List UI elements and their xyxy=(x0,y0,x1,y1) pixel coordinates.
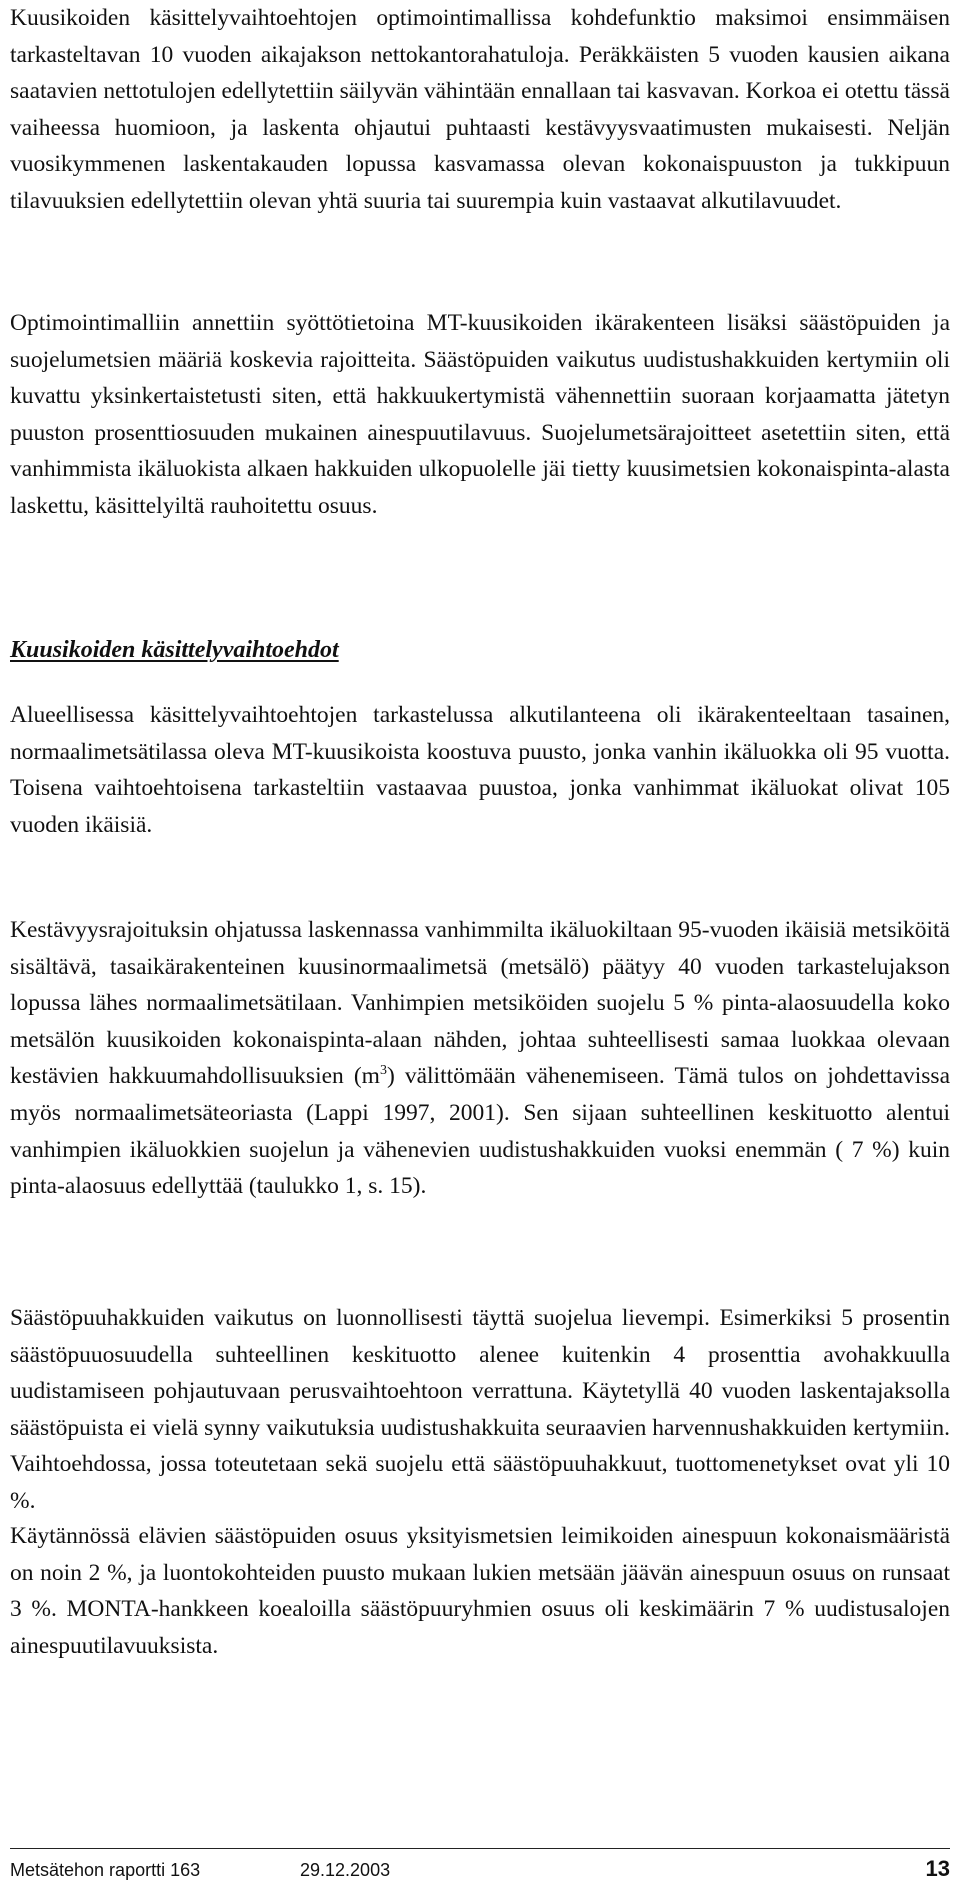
footer-report-title: Metsätehon raportti 163 xyxy=(10,1860,201,1880)
cubic-superscript: 3 xyxy=(379,1063,387,1079)
paragraph-6-text: Käytännössä elävien säästöpuiden osuus yksityismetsien leimikoiden ainespuun kokonaismääristä on noin 2 %, ja luontokohteiden puusto mukaan lukien metsään jäävän ainespuun osuus on runsaat 3 %. MONTA-hankkeen koealoilla säästöpuuryhmien osuus oli keskimäärin 7 % uudistusalojen ainespuutilavuuksista. xyxy=(10,1523,950,1659)
section-heading: Kuusikoiden käsittelyvaihtoehdot xyxy=(10,637,339,663)
footer-date: 29.12.2003 xyxy=(300,1860,391,1880)
paragraph-retention-trees xyxy=(10,1300,950,1520)
paragraph-initial-situation xyxy=(10,697,950,843)
paragraph-1-text: Kuusikoiden käsittelyvaihtoehtojen optimointimallissa kohdefunktio maksimoi ensimmäisen tarkasteltavan 10 vuoden aikajakson nettokantorahatuloja. Peräkkäisten 5 vuoden kausien aikana saatavien nettotulojen edellytettiin säilyvän vähintään ennallaan tai kasvavan. Korkoa ei otettu tässä vaiheessa huomioon, ja laskenta ohjautui puhtaasti kestävyysvaatimusten mukaisesti. Neljän vuosikymmenen laskentakauden lopussa kasvamassa olevan kokonaispuuston ja tukkipuun tilavuuksien edellytettiin olevan yhtä suuria tai suurempia kuin vastaavat alkutilavuudet. xyxy=(10,5,950,214)
paragraph-sustainability-results xyxy=(10,912,950,1205)
paragraph-3-text: Alueellisessa käsittelyvaihtoehtojen tarkastelussa alkutilanteena oli ikärakenteeltaan tasainen, normaalimetsätilassa oleva MT-kuusikoista koostuva puusto, jonka vanhin ikäluokka oli 95 vuotta. Toisena vaihtoehtoisena tarkasteltiin vastaavaa puustoa, jonka vanhimmat ikäluokat olivat 105 vuoden ikäisiä. xyxy=(10,702,950,838)
paragraph-practice xyxy=(10,1518,950,1664)
page-footer xyxy=(10,1848,950,1882)
paragraph-4-text-b: ) välittömään vähenemiseen. Tämä tulos on johdettavissa myös normaalimetsäteoriasta (Lappi 1997, 2001). Sen sijaan suhteellinen keskituotto alentui vanhimpien ikäluokkien suojelun ja vähenevien uudistushakkuiden vuoksi enemmän ( 7 %) kuin pinta-alaosuus edellyttää (taulukko 1, s. 15). xyxy=(10,1063,951,1200)
page-number: 13 xyxy=(925,1856,950,1881)
paragraph-5-text: Säästöpuuhakkuiden vaikutus on luonnollisesti täyttä suojelua lievempi. Esimerkiksi 5 prosentin säästöpuuosuudella suhteellinen keskituotto alenee kuitenkin 4 prosenttia avohakkuulla uudistamiseen pohjautuvaan perusvaihtoehtoon verrattuna. Käytetyllä 40 vuoden laskentajaksolla säästöpuista ei vielä synny vaikutuksia uudistushakkuita seuraavien harvennushakkuiden kertymiin. Vaihtoehdossa, jossa toteutetaan sekä suojelu että säästöpuuhakkuut, tuottomenetykset ovat yli 10 %. xyxy=(10,1305,950,1514)
paragraph-optimization-objective xyxy=(10,0,950,220)
paragraph-2-text: Optimointimalliin annettiin syöttötietoina MT-kuusikoiden ikärakenteen lisäksi säästöpuiden ja suojelumetsien määriä koskevia rajoitteita. Säästöpuiden vaikutus uudistushakkuiden kertymiin oli kuvattu yksinkertaistetusti siten, että hakkuukertymistä vähennettiin suoraan korjaamatta jätetyn puuston prosenttiosuuden mukainen ainespuutilavuus. Suojelumetsärajoitteet asetettiin siten, että vanhimmista ikäluokista alkaen hakkuiden ulkopuolelle jäi tietty kuusimetsien kokonaispinta-alasta laskettu, käsittelyiltä rauhoitettu osuus. xyxy=(10,310,950,519)
paragraph-4-text-a: Kestävyysrajoituksin ohjatussa laskennassa vanhimmilta ikäluokiltaan 95-vuoden ikäisiä metsiköitä sisältävä, tasaikärakenteinen kuusinormaalimetsä (metsälö) päätyy 40 vuoden tarkastelujakson lopussa lähes normaalimetsätilaan. Vanhimpien metsiköiden suojelu 5 % pinta-alaosuudella koko metsälön kuusikoiden kokonaispinta-alaan nähden, johtaa suhteellisesti samaa luokkaa olevaan kestävien hakkuumahdollisuuksien (m xyxy=(10,917,950,1090)
paragraph-input-constraints xyxy=(10,305,950,525)
